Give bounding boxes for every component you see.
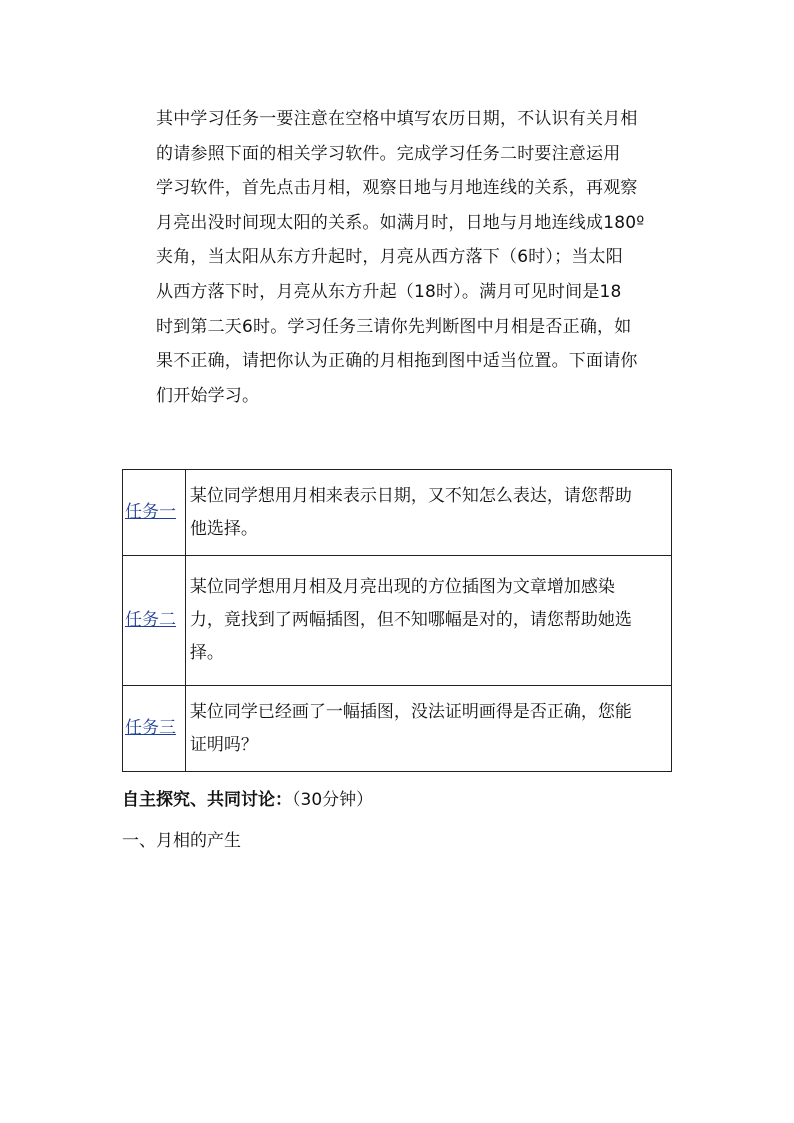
section-heading-time: （30分钟） [292,790,374,810]
task-label-cell [123,470,186,556]
task-desc-line: 某位同学想用月相及月亮出现的方位插图为文章增加感染 [189,577,615,597]
task-description [185,686,671,772]
task-link-2[interactable]: 任务二 [125,610,176,630]
task-desc-line: 他选择。 [189,518,258,539]
intro-line: 月亮出没时间现太阳的关系。如满月时，日地与月地连线成180º [156,212,645,233]
intro-line: 夹角，当太阳从东方升起时，月亮从西方落下（6时）；当太阳 [156,247,623,268]
task-desc-line: 择。 [189,643,224,663]
intro-line: 果不正确，请把你认为正确的月相拖到图中适当位置。下面请你 [156,351,638,372]
intro-paragraph [156,102,676,413]
task-row-2 [123,556,672,686]
task-label-cell [123,686,186,772]
task-label-cell [123,556,186,686]
section-heading [122,784,373,816]
intro-line: 的请参照下面的相关学习软件。完成学习任务二时要注意运用 [156,143,621,164]
intro-line: 们开始学习。 [156,385,260,406]
intro-line: 从西方落下时，月亮从东方升起（18时）。满月可见时间是18 [156,281,622,302]
task-link-1[interactable]: 任务一 [125,502,176,522]
task-description [185,556,671,686]
section-subheading: 一、月相的产生 [122,831,241,851]
task-desc-line: 某位同学已经画了一幅插图，没法证明画得是否正确，您能 [189,701,632,722]
section-heading-title: 自主探究、共同讨论： [122,790,292,810]
task-row-3 [123,686,672,772]
intro-line: 学习软件，首先点击月相，观察日地与月地连线的关系，再观察 [156,178,638,199]
task-desc-line: 力，竟找到了两幅插图，但不知哪幅是对的，请您帮助她选 [189,610,632,630]
task-link-3[interactable]: 任务三 [125,718,176,738]
intro-line: 时到第二天6时。学习任务三请你先判断图中月相是否正确，如 [156,316,632,337]
intro-line: 其中学习任务一要注意在空格中填写农历日期，不认识有关月相 [156,109,638,129]
task-description [185,470,671,556]
task-desc-line: 证明吗？ [189,734,258,755]
task-desc-line: 某位同学想用月相来表示日期，又不知怎么表达，请您帮助 [189,485,632,506]
task-table [122,469,672,772]
task-row-1 [123,470,672,556]
